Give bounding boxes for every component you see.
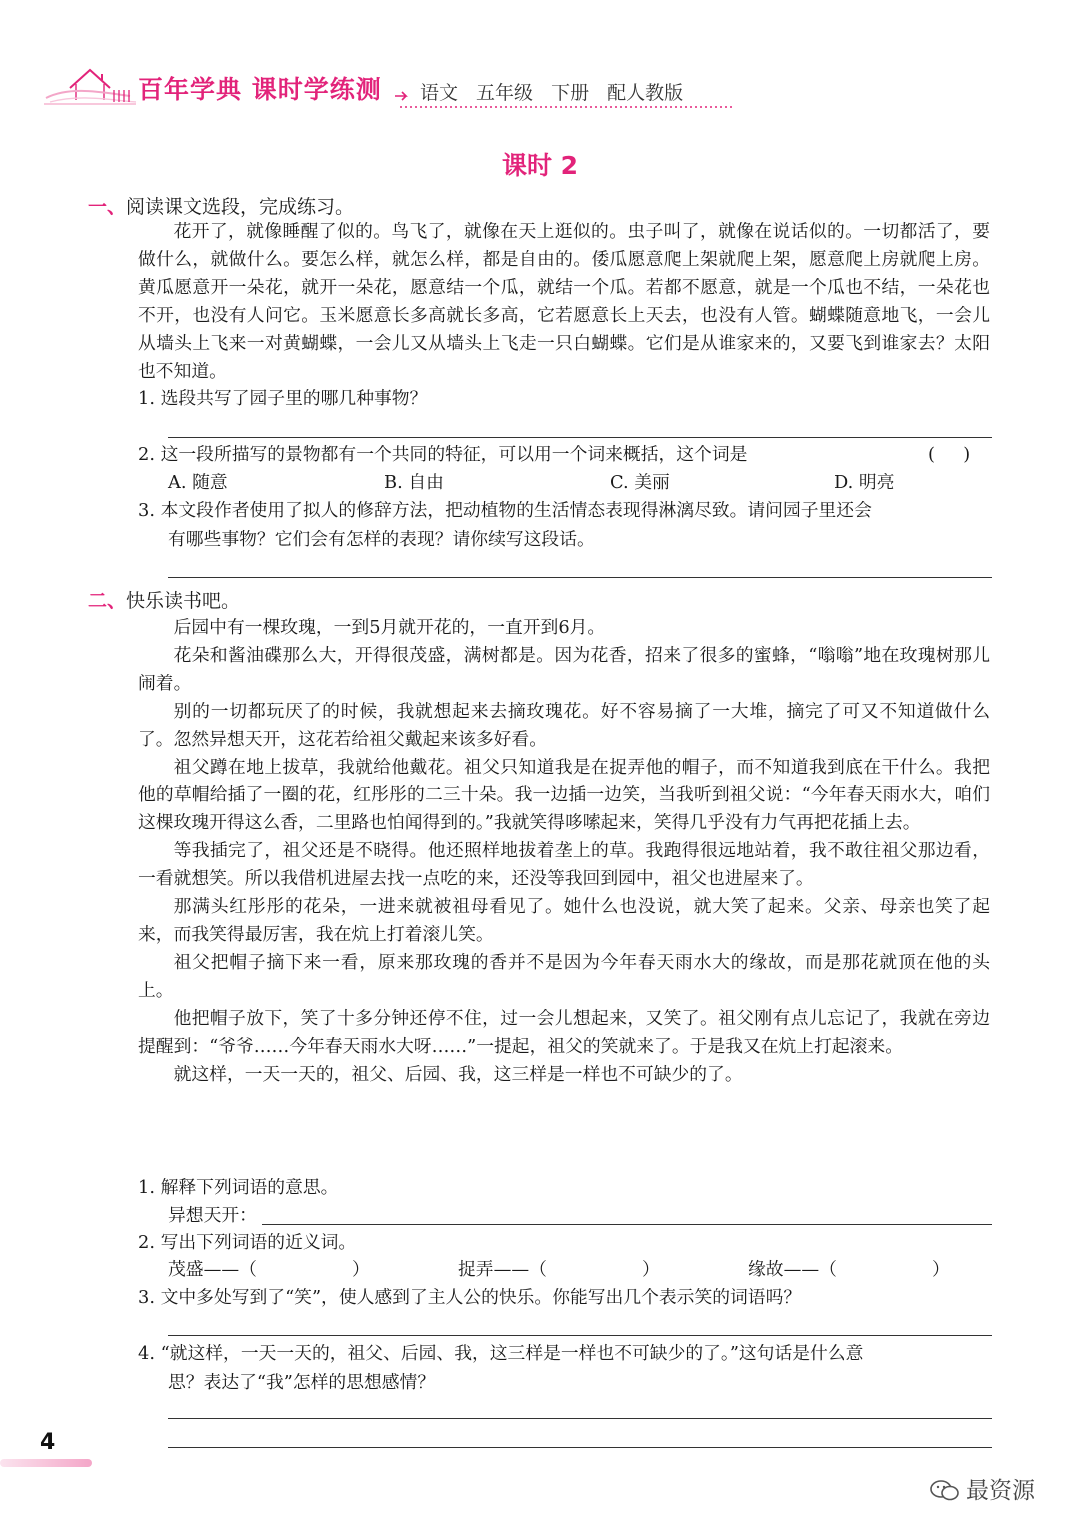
s2-q2-paren-close[interactable]: ） <box>352 1259 370 1280</box>
s2-q2-item-3: 缘故——（ <box>748 1259 837 1280</box>
passage-paragraph: 等我插完了，祖父还是不晓得。他还照样地拔着垄上的草。我跑得很远地站着，我不敢往祖父那边看，一看就想笑。所以我借机进屋去找一点吃的来，还没等我回到园中，祖父也进屋来了。 <box>138 840 990 890</box>
passage-paragraph: 花朵和酱油碟那么大，开得很茂盛，满树都是。因为花香，招来了很多的蜜蜂，“嗡嗡”地在玫瑰树那儿闹着。 <box>138 644 990 694</box>
passage-paragraph: 祖父蹲在地上拔草，我就给他戴花。祖父只知道我是在捉弄他的帽子，而不知道我到底在干什么。我把他的草帽给插了一圈的花，红彤彤的二三十朵。我一边插一边笑，当我听到祖父说：“今年春天雨水大，咱们这棵玫瑰开得这么香，二里路也怕闻得到的。”我就笑得哆嗦起来，笑得几乎没有力气再把花插上去。 <box>138 756 990 834</box>
section-1-passage: 花开了，就像睡醒了似的。鸟飞了，就像在天上逛似的。虫子叫了，就像在说话似的。一切都活了，要做什么，就做什么。要怎么样，就怎么样，都是自由的。倭瓜愿意爬上架就爬上架，愿意爬上房就爬上房。黄瓜愿意开一朵花，就开一朵花，愿意结一个瓜，就结一个瓜。若都不愿意，就是一个瓜也不结，一朵花也不开，也没有人问它。玉米愿意长多高就长多高，它若愿意长上天去，也没有人管。蝴蝶随意地飞，一会儿从墙头上飞来一对黄蝴蝶，一会儿又从墙头上飞走一只白蝴蝶。它们是从谁家来的，又要飞到谁家去？太阳也不知道。 <box>138 221 990 382</box>
passage-paragraph: 就这样，一天一天的，祖父、后园、我，这三样是一样也不可缺少的了。 <box>173 1063 743 1085</box>
s2-question-1: 1. 解释下列词语的意思。 <box>138 1177 339 1198</box>
passage-paragraph: 别的一切都玩厌了的时候，我就想起来去摘玫瑰花。好不容易摘了一大堆，摘完了可又不知道做什么了。忽然异想天开，这花若给祖父戴起来该多好看。 <box>138 700 990 750</box>
s1-q2-option-b[interactable]: B. 自由 <box>384 472 444 493</box>
wechat-icon <box>930 1478 960 1502</box>
section-2-number: 二、 <box>88 590 127 612</box>
s2-q2-paren-close[interactable]: ） <box>642 1259 660 1280</box>
s1-answer-line-3[interactable] <box>168 577 992 578</box>
section-1-title: 阅读课文选段，完成练习。 <box>126 196 355 218</box>
s2-q2-item-2: 捉弄——（ <box>458 1259 547 1280</box>
s2-q4-answer-line[interactable] <box>168 1447 992 1448</box>
s1-question-3-line1: 3. 本文段作者使用了拟人的修辞方法，把动植物的生活情态表现得淋漓尽致。请问园子里还会 <box>138 500 872 521</box>
s2-q1-word: 异想天开： <box>168 1205 257 1226</box>
passage-paragraph: 祖父把帽子摘下来一看，原来那玫瑰的香并不是因为今年春天雨水大的缘故，而是那花就顶在他的头上。 <box>138 951 990 1001</box>
header-brand: 百年学典 课时学练测 <box>138 75 382 104</box>
passage-paragraph: 后园中有一棵玫瑰，一到5月就开花的，一直开到6月。 <box>173 617 606 638</box>
s2-question-3: 3. 文中多处写到了“笑”，使人感到了主人公的快乐。你能写出几个表示笑的词语吗？ <box>138 1287 802 1308</box>
section-2-heading <box>88 586 240 613</box>
s1-answer-line-1[interactable] <box>168 437 992 438</box>
section-2-title: 快乐读书吧。 <box>126 590 241 612</box>
watermark <box>930 1472 1035 1505</box>
s2-question-2: 2. 写出下列词语的近义词。 <box>138 1232 357 1253</box>
s2-q2-item-1: 茂盛——（ <box>168 1259 257 1280</box>
s1-question-2-paren[interactable]: ( ) <box>928 444 971 465</box>
section-1-heading <box>88 192 354 219</box>
s2-q4-answer-line[interactable] <box>168 1418 992 1419</box>
section-2-passage <box>138 614 990 1088</box>
house-logo-icon <box>70 70 110 100</box>
s1-question-2: 2. 这一段所描写的景物都有一个共同的特征，可以用一个词来概括，这个词是 <box>138 444 748 465</box>
s1-question-1: 1. 选段共写了园子里的哪几种事物？ <box>138 388 428 409</box>
s1-q2-option-d[interactable]: D. 明亮 <box>834 472 895 493</box>
section-1-number: 一、 <box>88 196 127 218</box>
s2-question-4-line1: 4. “就这样，一天一天的，祖父、后园、我，这三样是一样也不可缺少的了。”这句话是什么意 <box>138 1343 864 1364</box>
s2-q3-answer-line[interactable] <box>168 1335 992 1336</box>
s2-question-4-line2: 思？表达了“我”怎样的思想感情？ <box>168 1372 436 1393</box>
s1-question-3-line2: 有哪些事物？它们会有怎样的表现？请你续写这段话。 <box>168 529 595 550</box>
watermark-text: 最资源 <box>966 1478 1035 1504</box>
s2-q1-answer-line[interactable] <box>262 1224 992 1225</box>
lesson-title: 课时 2 <box>501 151 579 180</box>
s2-q2-paren-close[interactable]: ） <box>932 1259 950 1280</box>
s1-q2-option-a[interactable]: A. 随意 <box>168 472 228 493</box>
passage-paragraph: 他把帽子放下，笑了十多分钟还停不住，过一会儿想起来，又笑了。祖父刚有点儿忘记了，我就在旁边提醒到：“爷爷……今年春天雨水大呀……”一提起，祖父的笑就来了。于是我又在炕上打起滚来。 <box>138 1007 990 1057</box>
page-number: 4 <box>40 1430 56 1455</box>
footer-pink-bar <box>0 1459 92 1467</box>
header-meta: 语文 五年级 下册 配人教版 <box>420 82 684 104</box>
passage-paragraph: 那满头红彤彤的花朵，一进来就被祖母看见了。她什么也没说，就大笑了起来。父亲、母亲也笑了起来，而我笑得最厉害，我在炕上打着滚儿笑。 <box>138 896 990 945</box>
s1-q2-option-c[interactable]: C. 美丽 <box>610 472 670 493</box>
